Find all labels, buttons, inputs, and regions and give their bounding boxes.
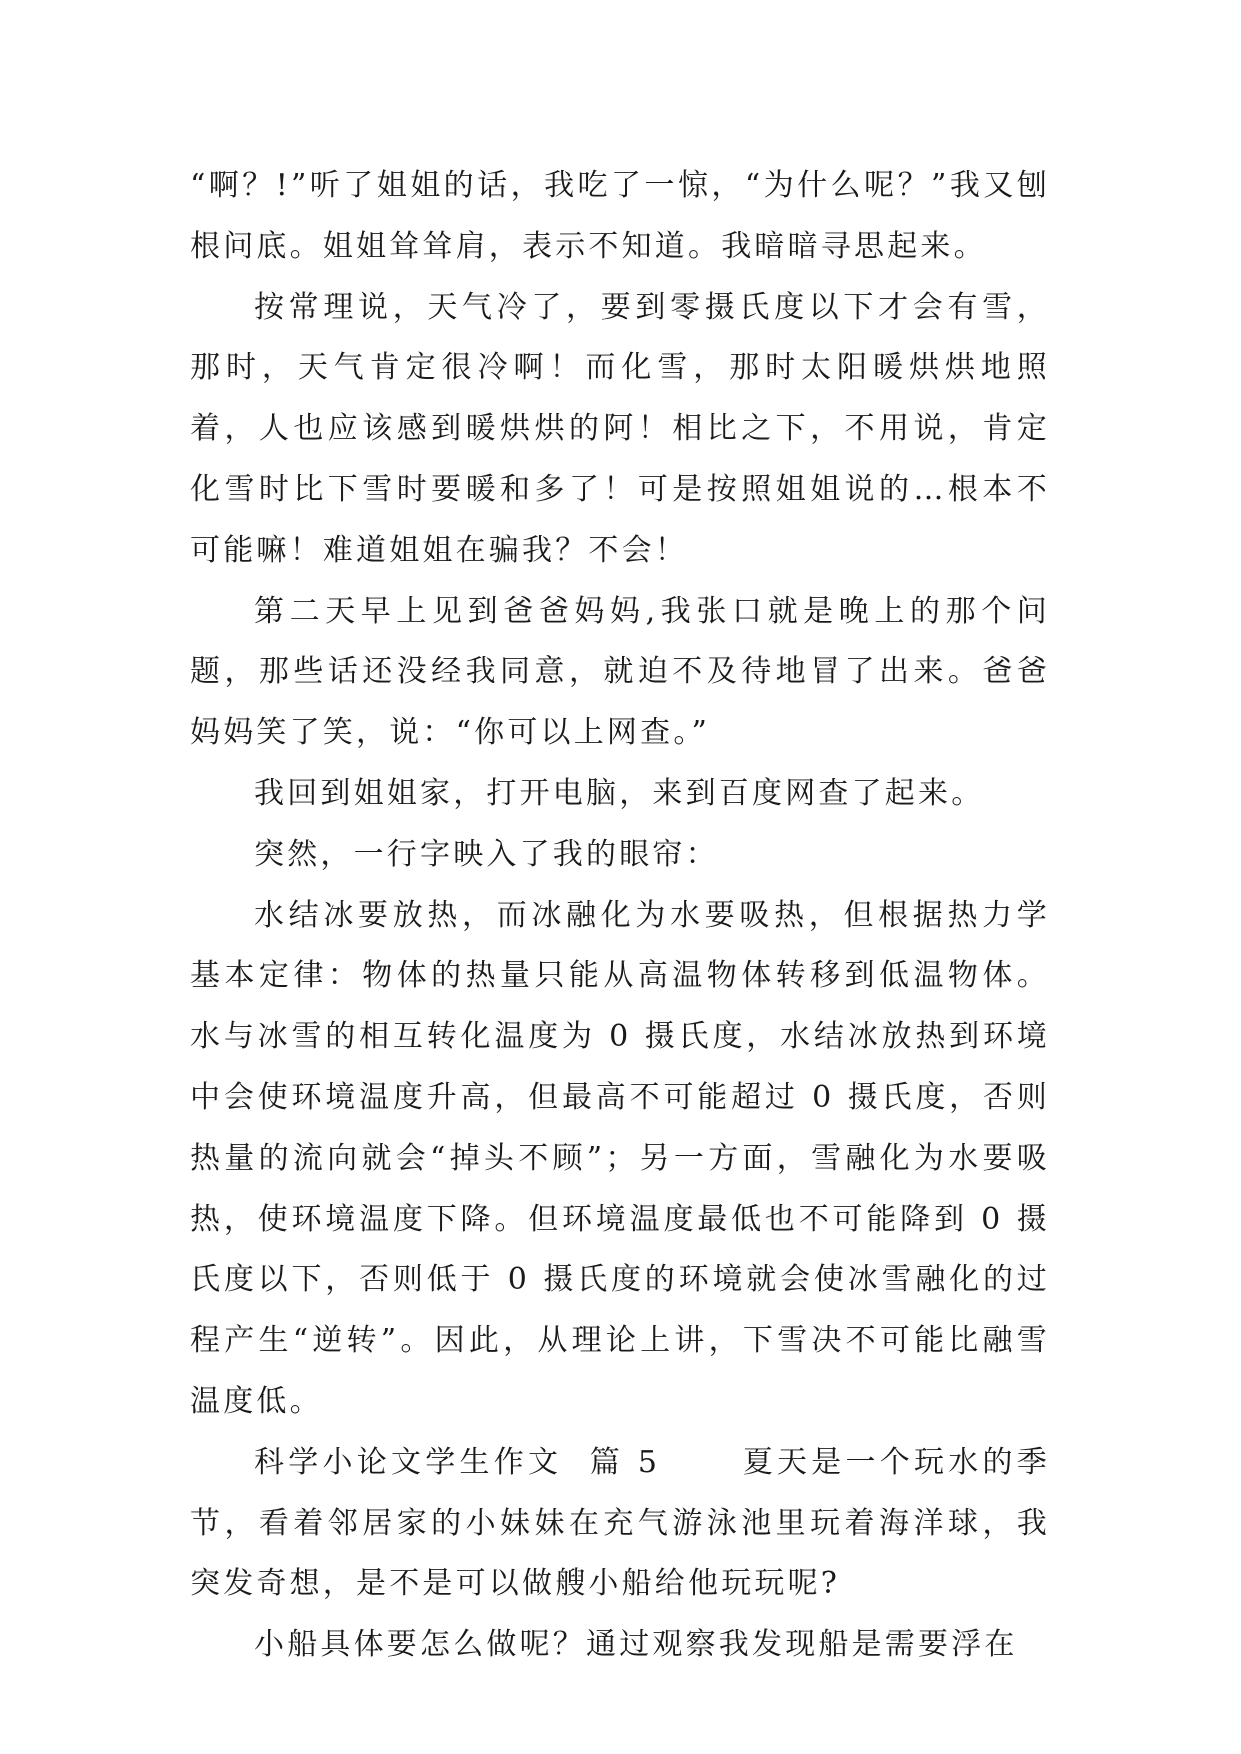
paragraph-6: 水结冰要放热，而冰融化为水要吸热，但根据热力学基本定律：物体的热量只能从高温物体转移到低温物体。水与冰雪的相互转化温度为 0 摄氏度，水结冰放热到环境中会使环境温度升高，但最高不可能超过 0 摄氏度，否则热量的流向就会“掉头不顾”；另一方面，雪融化为水要吸热，使环境温度下降。但环境温度最低也不可能降到 0 摄氏度以下，否则低于 0 摄氏度的环境就会使冰雪融化的过程产生“逆转”。因此，从理论上讲，下雪决不可能比融雪温度低。 bbox=[190, 897, 1050, 1419]
paragraph-7-section-heading: 科学小论文学生作文 篇 5 夏天是一个玩水的季节，看着邻居家的小妹妹在充气游泳池里玩着海洋球，我突发奇想，是不是可以做艘小船给他玩玩呢? bbox=[190, 1444, 1050, 1602]
paragraph-1: “啊？!”听了姐姐的话，我吃了一惊，“为什么呢？”我又刨根问底。姐姐耸耸肩，表示不知道。我暗暗寻思起来。 bbox=[190, 168, 1050, 264]
paragraph-5: 突然，一行字映入了我的眼帘： bbox=[254, 836, 719, 872]
paragraph-4: 我回到姐姐家，打开电脑，来到百度网查了起来。 bbox=[254, 775, 985, 811]
paragraph-3: 第二天早上见到爸爸妈妈,我张口就是晚上的那个问题，那些话还没经我同意，就迫不及待地冒了出来。爸爸妈妈笑了笑，说：“你可以上网查。” bbox=[190, 593, 1050, 751]
paragraph-2: 按常理说，天气冷了，要到零摄氏度以下才会有雪，那时，天气肯定很冷啊！而化雪，那时太阳暖烘烘地照着，人也应该感到暖烘烘的阿！相比之下，不用说，肯定化雪时比下雪时要暖和多了！可是按照姐姐说的…根本不可能嘛！难道姐姐在骗我？不会！ bbox=[190, 289, 1050, 568]
paragraph-8: 小船具体要怎么做呢？通过观察我发现船是需要浮在 bbox=[254, 1627, 1018, 1663]
document-body bbox=[190, 156, 1050, 1676]
